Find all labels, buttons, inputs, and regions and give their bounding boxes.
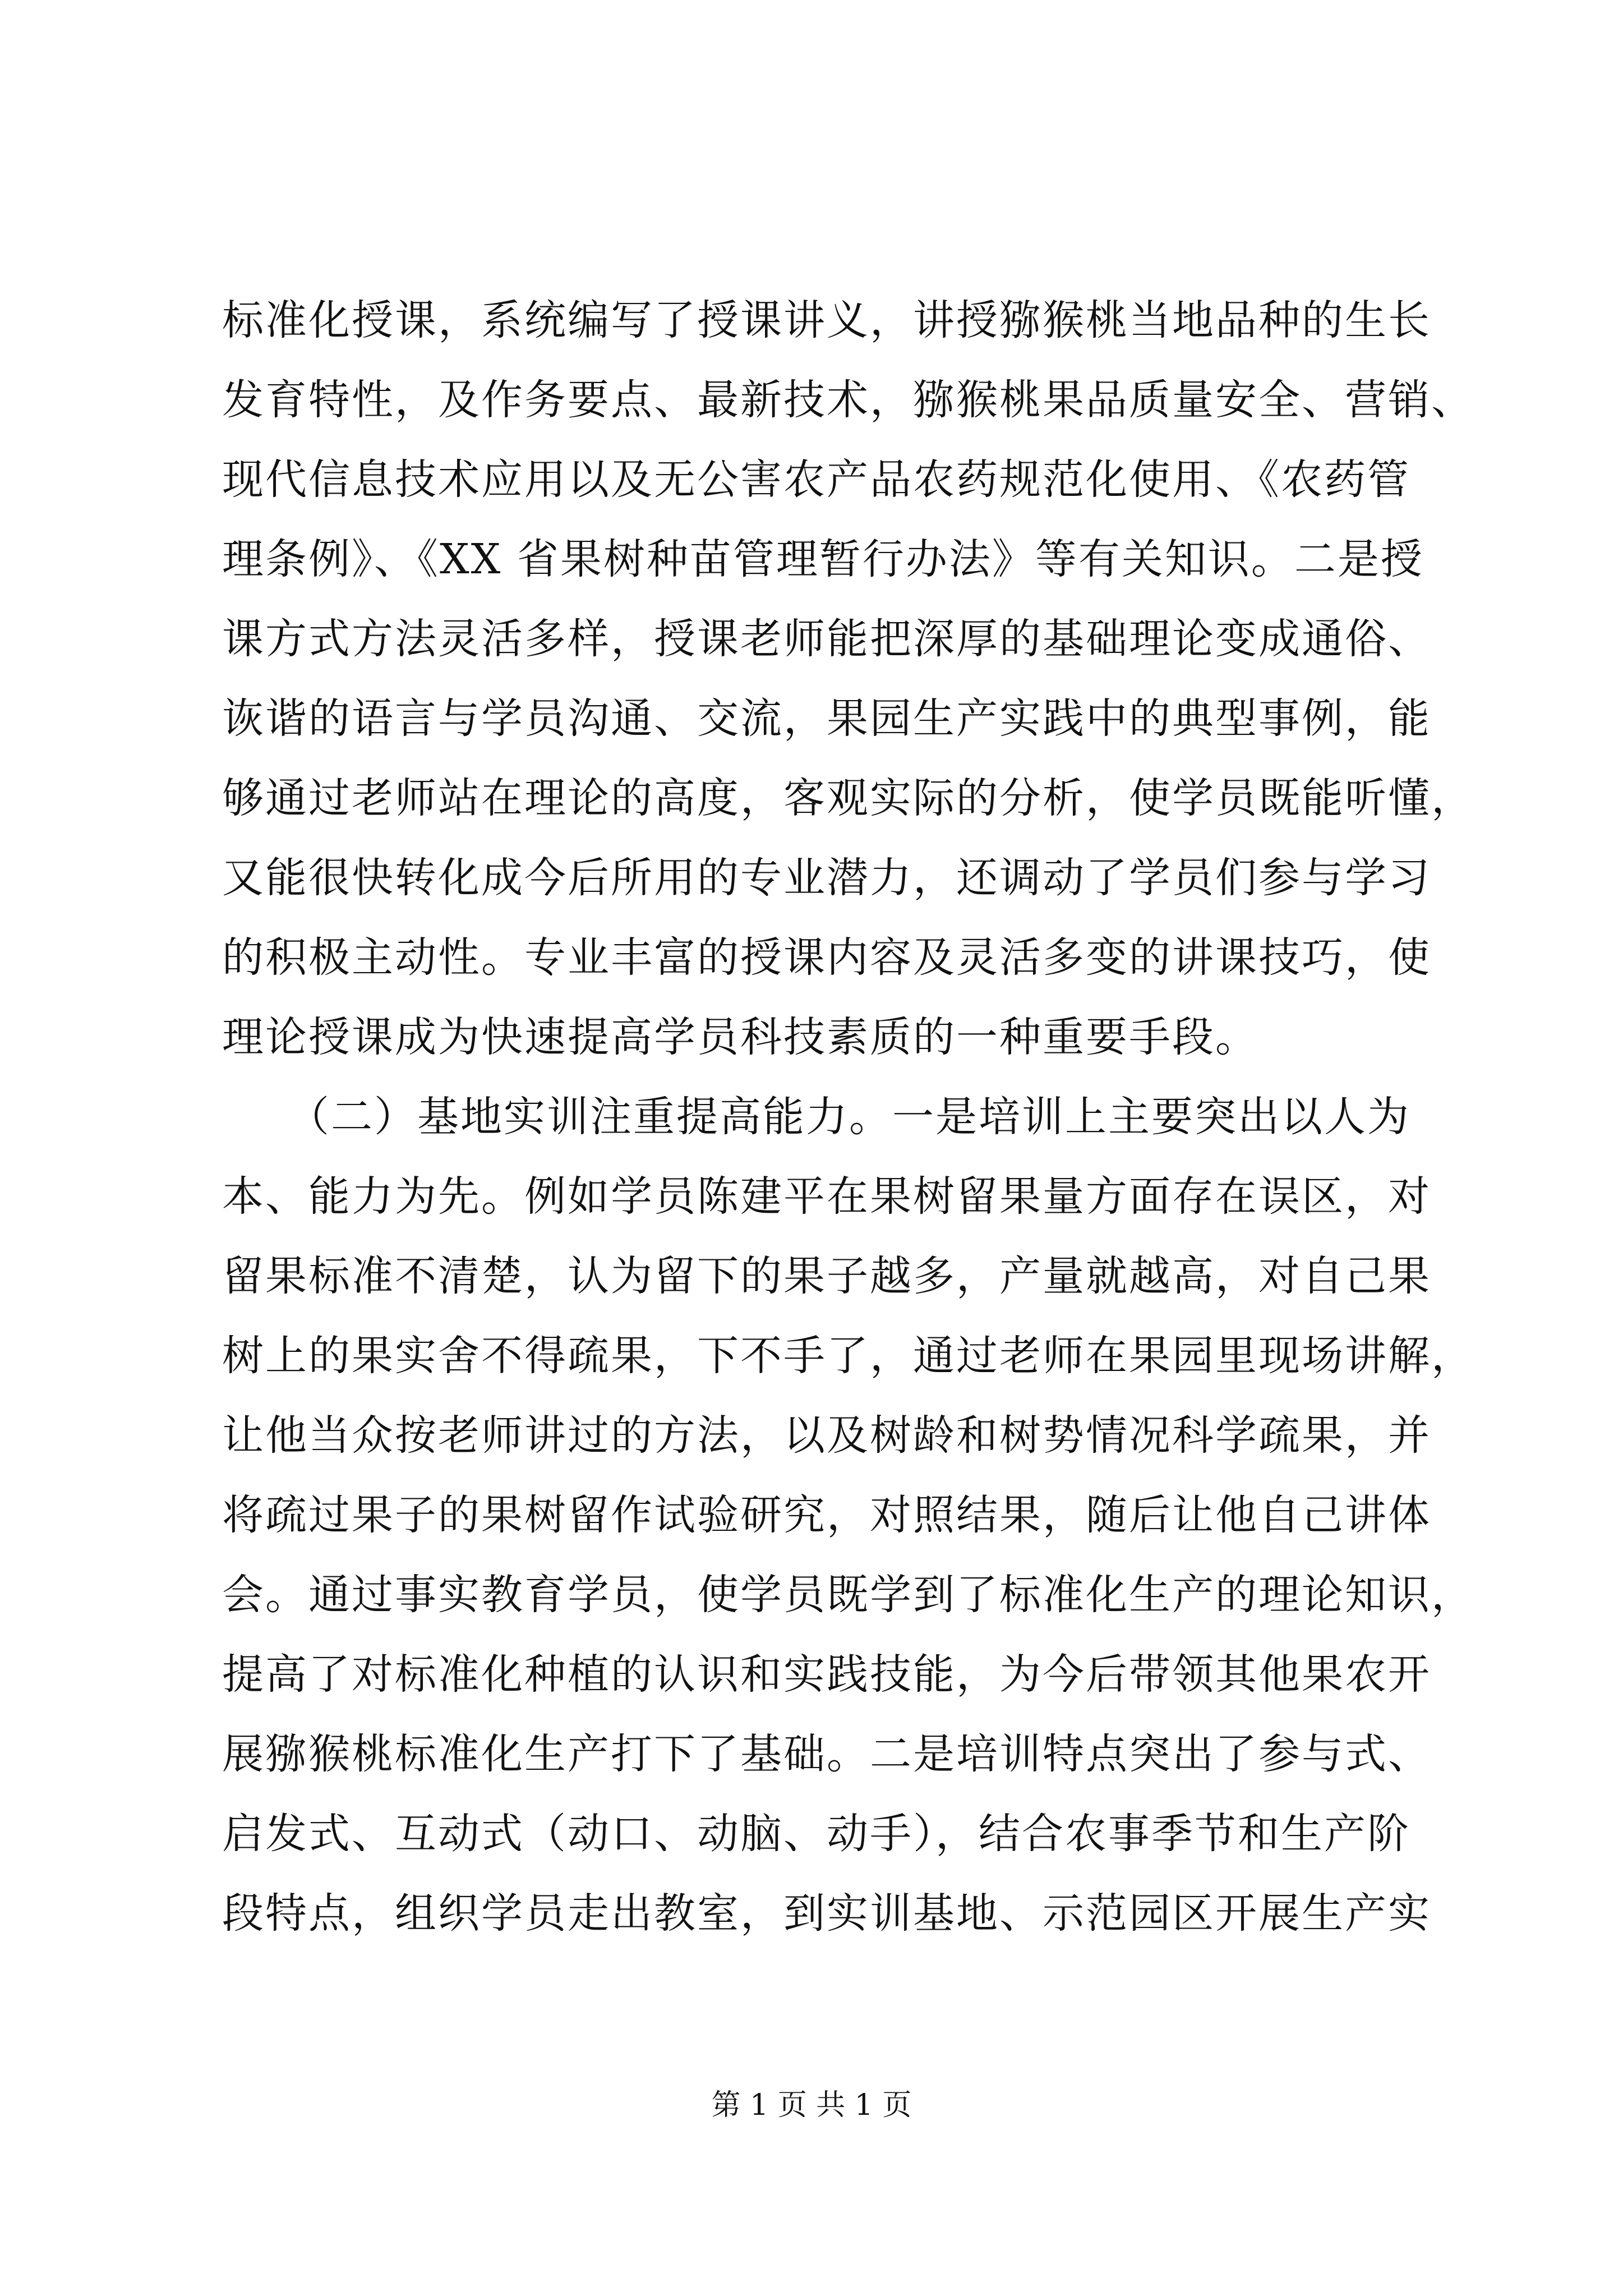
text-line: 的积极主动性。专业丰富的授课内容及灵活多变的讲课技巧，使: [222, 933, 1431, 982]
text-line: 会。通过事实教育学员，使学员既学到了标准化生产的理论知识，: [222, 1571, 1474, 1619]
text-line: 留果标准不清楚，认为留下的果子越多，产量就越高，对自己果: [222, 1252, 1431, 1300]
text-line: 让他当众按老师讲过的方法，以及树龄和树势情况科学疏果，并: [222, 1411, 1431, 1460]
text-line: 启发式、互动式（动口、动脑、动手），结合农事季节和生产阶: [222, 1810, 1410, 1858]
text-line: 理论授课成为快速提高学员科技素质的一种重要手段。: [222, 1013, 1258, 1061]
text-line: 标准化授课，系统编写了授课讲义，讲授猕猴桃当地品种的生长: [222, 296, 1431, 344]
text-line: 提高了对标准化种植的认识和实践技能，为今后带领其他果农开: [222, 1650, 1431, 1699]
body-text: [222, 280, 1474, 1953]
text-line: 理条例》、《XX 省果树种苗管理暂行办法》等有关知识。二是授: [222, 535, 1424, 583]
text-line: 本、能力为先。例如学员陈建平在果树留果量方面存在误区，对: [222, 1172, 1431, 1221]
text-line: 现代信息技术应用以及无公害农产品农药规范化使用、《农药管: [222, 455, 1410, 504]
text-line: （二）基地实训注重提高能力。一是培训上主要突出以人为: [222, 1093, 1410, 1141]
text-line: 树上的果实舍不得疏果，下不手了，通过老师在果园里现场讲解，: [222, 1332, 1474, 1380]
text-line: 课方式方法灵活多样，授课老师能把深厚的基础理论变成通俗、: [222, 615, 1431, 663]
text-line: 又能很快转化成今后所用的专业潜力，还调动了学员们参与学习: [222, 854, 1431, 902]
text-line: 够通过老师站在理论的高度，客观实际的分析，使学员既能听懂，: [222, 774, 1474, 822]
text-line: 发育特性，及作务要点、最新技术，猕猴桃果品质量安全、营销、: [222, 376, 1474, 424]
text-line: 展猕猴桃标准化生产打下了基础。二是培训特点突出了参与式、: [222, 1730, 1431, 1778]
text-line: 段特点，组织学员走出教室，到实训基地、示范园区开展生产实: [222, 1889, 1431, 1938]
page-number-footer: 第 1 页 共 1 页: [711, 2088, 912, 2122]
text-line: 诙谐的语言与学员沟通、交流，果园生产实践中的典型事例，能: [222, 694, 1431, 743]
text-line: 将疏过果子的果树留作试验研究，对照结果，随后让他自己讲体: [222, 1491, 1431, 1539]
